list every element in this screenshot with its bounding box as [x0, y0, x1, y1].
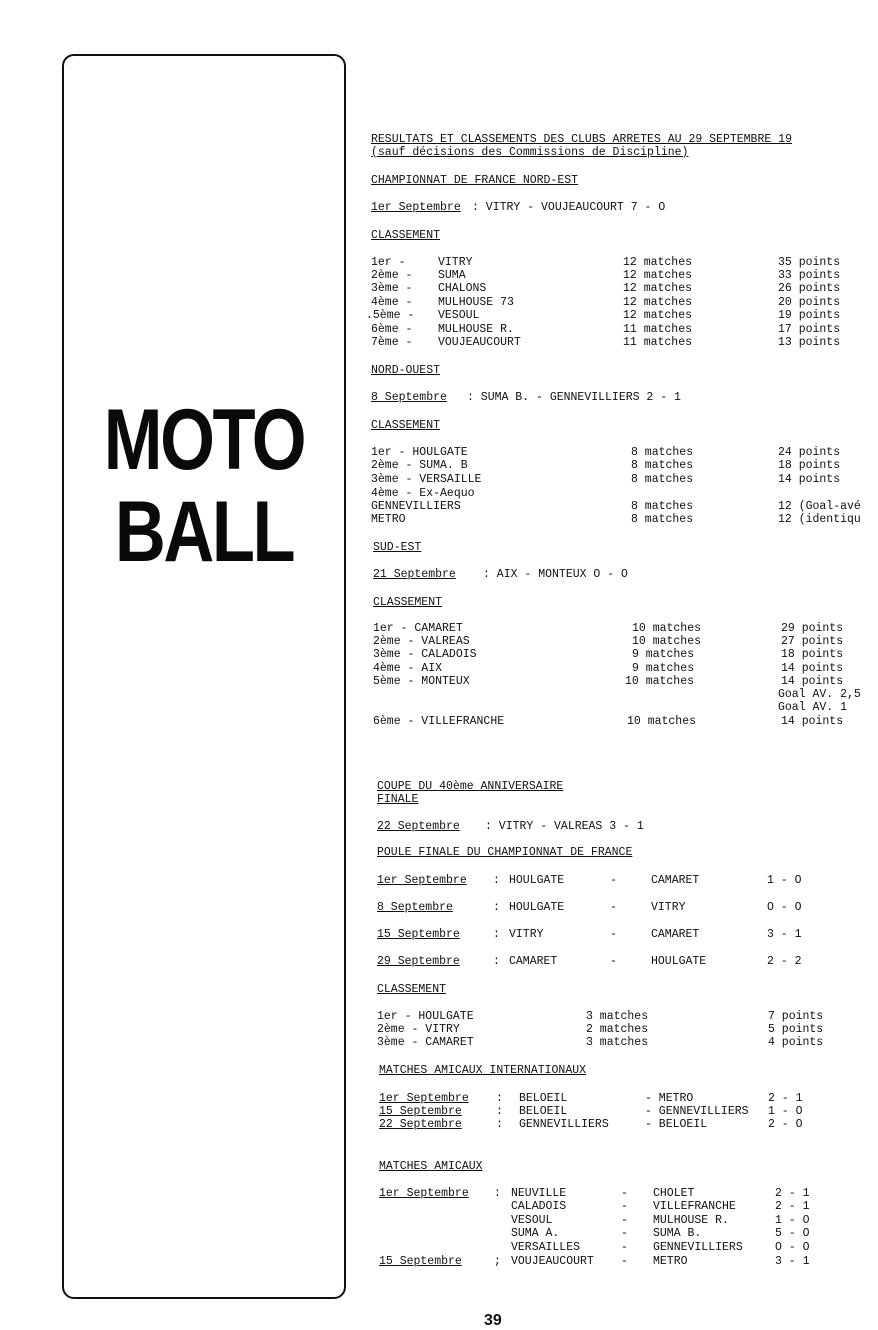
- home-team: NEUVILLE: [511, 1187, 567, 1200]
- rank: 2ème -: [371, 269, 413, 282]
- points: 7 points: [768, 1010, 824, 1023]
- score: 1 - O: [775, 1214, 810, 1227]
- team: VESOUL: [438, 309, 480, 322]
- away-team: CAMARET: [651, 928, 700, 941]
- home-team: CALADOIS: [511, 1200, 567, 1213]
- score: 2 - O: [768, 1118, 803, 1131]
- team: VITRY: [438, 256, 473, 269]
- matches: 10 matches: [632, 635, 702, 648]
- rank-team: 5ème - MONTEUX: [373, 675, 470, 688]
- matches: 12 matches: [623, 282, 693, 295]
- team: CHALONS: [438, 282, 487, 295]
- home-team: VITRY: [509, 928, 544, 941]
- away-team: GENNEVILLIERS: [653, 1241, 743, 1254]
- matches: 12 matches: [623, 296, 693, 309]
- rank-team: 1er - HOULGATE: [377, 1010, 474, 1023]
- matches: 9 matches: [632, 648, 695, 661]
- home-team: GENNEVILLIERS: [519, 1118, 609, 1131]
- matches: 11 matches: [623, 323, 693, 336]
- goal-average-note: Goal AV. 1: [778, 701, 848, 714]
- home-team: CAMARET: [509, 955, 558, 968]
- home-team: VERSAILLES: [511, 1241, 581, 1254]
- away-team: VILLEFRANCHE: [653, 1200, 736, 1213]
- poule-title: POULE FINALE DU CHAMPIONNAT DE FRANCE: [377, 846, 633, 859]
- coupe-title: COUPE DU 40ème ANNIVERSAIRE: [377, 780, 564, 793]
- points: 14 points: [781, 675, 844, 688]
- score: 3 - 1: [775, 1255, 810, 1268]
- matches: 8 matches: [631, 473, 694, 486]
- sidebar-title-line2: BALL: [114, 484, 294, 580]
- home-team: VESOUL: [511, 1214, 553, 1227]
- dash: -: [621, 1255, 628, 1268]
- dash: -: [621, 1200, 628, 1213]
- score: O - O: [767, 901, 802, 914]
- rank-team: 2ème - SUMA. B: [371, 459, 468, 472]
- score: 5 - O: [775, 1227, 810, 1240]
- matches: 10 matches: [632, 622, 702, 635]
- date: 15 Septembre: [377, 928, 460, 941]
- away-team: METRO: [653, 1255, 688, 1268]
- home-team: BELOEIL: [519, 1105, 568, 1118]
- points: 12 (Goal-avé: [778, 500, 861, 513]
- home-team: VOUJEAUCOURT: [511, 1255, 594, 1268]
- away-team: SUMA B.: [653, 1227, 702, 1240]
- nord-est-classement-heading: CLASSEMENT: [371, 229, 441, 242]
- home-team: HOULGATE: [509, 874, 565, 887]
- dash: -: [621, 1214, 628, 1227]
- rank-team: 3ème - CALADOIS: [373, 648, 477, 661]
- matches: 12 matches: [623, 256, 693, 269]
- score: 2 - 1: [775, 1187, 810, 1200]
- away-team: VITRY: [651, 901, 686, 914]
- rank-team: 6ème - VILLEFRANCHE: [373, 715, 505, 728]
- sidebar-title-line1: MOTO: [103, 392, 305, 488]
- score: 1 - O: [768, 1105, 803, 1118]
- header-line2: (sauf décisions des Commissions de Discipline): [371, 146, 689, 159]
- points: 4 points: [768, 1036, 824, 1049]
- points: 19 points: [778, 309, 841, 322]
- home-team: BELOEIL: [519, 1092, 568, 1105]
- points: 12 (identiqu: [778, 513, 861, 526]
- dash: -: [621, 1187, 628, 1200]
- away-team: CAMARET: [651, 874, 700, 887]
- away-team: - METRO: [645, 1092, 694, 1105]
- separator: :: [493, 928, 500, 941]
- sud-est-date: 21 Septembre: [373, 568, 456, 581]
- rank-team: 1er - CAMARET: [373, 622, 463, 635]
- away-team: - BELOEIL: [645, 1118, 708, 1131]
- points: 27 points: [781, 635, 844, 648]
- points: 20 points: [778, 296, 841, 309]
- points: 18 points: [781, 648, 844, 661]
- date: 22 Septembre: [379, 1118, 462, 1131]
- separator: :: [494, 1187, 501, 1200]
- date: 1er Septembre: [379, 1092, 469, 1105]
- rank: 1er -: [371, 256, 406, 269]
- separator: :: [496, 1118, 503, 1131]
- nord-ouest-classement-heading: CLASSEMENT: [371, 419, 441, 432]
- rank-team: 3ème - CAMARET: [377, 1036, 474, 1049]
- sud-est-classement-heading: CLASSEMENT: [373, 596, 443, 609]
- team: VOUJEAUCOURT: [438, 336, 521, 349]
- rank-team: 3ème - VERSAILLE: [371, 473, 482, 486]
- matches: 12 matches: [623, 269, 693, 282]
- coupe-subtitle: FINALE: [377, 793, 419, 806]
- score: 1 - O: [767, 874, 802, 887]
- date: 8 Septembre: [377, 901, 453, 914]
- coupe-date: 22 Septembre: [377, 820, 460, 833]
- coupe-result: : VITRY - VALREAS 3 - 1: [485, 820, 644, 833]
- points: 33 points: [778, 269, 841, 282]
- rank: 3ème -: [371, 282, 413, 295]
- matches: 8 matches: [631, 513, 694, 526]
- matches: 3 matches: [586, 1036, 649, 1049]
- points: 29 points: [781, 622, 844, 635]
- rank: 6ème -: [371, 323, 413, 336]
- matches: 12 matches: [623, 309, 693, 322]
- points: 14 points: [781, 715, 844, 728]
- separator: :: [496, 1105, 503, 1118]
- home-team: HOULGATE: [509, 901, 565, 914]
- dash: -: [610, 874, 617, 887]
- internationaux-title: MATCHES AMICAUX INTERNATIONAUX: [379, 1064, 587, 1077]
- date: 15 Septembre: [379, 1105, 462, 1118]
- date: 1er Septembre: [377, 874, 467, 887]
- score: 2 - 2: [767, 955, 802, 968]
- matches: 8 matches: [631, 446, 694, 459]
- rank-team: METRO: [371, 513, 406, 526]
- separator: ;: [494, 1255, 501, 1268]
- team: MULHOUSE R.: [438, 323, 514, 336]
- separator: :: [493, 901, 500, 914]
- points: 17 points: [778, 323, 841, 336]
- points: 35 points: [778, 256, 841, 269]
- points: 26 points: [778, 282, 841, 295]
- away-team: MULHOUSE R.: [653, 1214, 729, 1227]
- away-team: - GENNEVILLIERS: [645, 1105, 749, 1118]
- points: 14 points: [778, 473, 841, 486]
- dash: -: [610, 901, 617, 914]
- away-team: CHOLET: [653, 1187, 695, 1200]
- separator: :: [496, 1092, 503, 1105]
- points: 5 points: [768, 1023, 824, 1036]
- rank: 7ème -: [371, 336, 413, 349]
- matches: 8 matches: [631, 459, 694, 472]
- amicaux-title: MATCHES AMICAUX: [379, 1160, 483, 1173]
- dash: -: [621, 1227, 628, 1240]
- points: 14 points: [781, 662, 844, 675]
- sud-est-title: SUD-EST: [373, 541, 422, 554]
- page-number: 39: [484, 1312, 502, 1329]
- date: 1er Septembre: [379, 1187, 469, 1200]
- poule-classement-heading: CLASSEMENT: [377, 983, 447, 996]
- dash: -: [610, 928, 617, 941]
- points: 18 points: [778, 459, 841, 472]
- matches: 8 matches: [631, 500, 694, 513]
- score: 2 - 1: [775, 1200, 810, 1213]
- matches: 10 matches: [625, 675, 695, 688]
- dash: -: [621, 1241, 628, 1254]
- matches: 2 matches: [586, 1023, 649, 1036]
- dash: -: [610, 955, 617, 968]
- away-team: HOULGATE: [651, 955, 707, 968]
- points: 24 points: [778, 446, 841, 459]
- rank: .5ème -: [366, 309, 415, 322]
- nord-est-title: CHAMPIONNAT DE FRANCE NORD-EST: [371, 174, 579, 187]
- date: 29 Septembre: [377, 955, 460, 968]
- rank: 4ème -: [371, 296, 413, 309]
- rank-team: 4ème - Ex-Aequo: [371, 487, 475, 500]
- separator: :: [493, 955, 500, 968]
- nord-est-date: 1er Septembre: [371, 201, 461, 214]
- team: MULHOUSE 73: [438, 296, 514, 309]
- rank-team: 1er - HOULGATE: [371, 446, 468, 459]
- score: 2 - 1: [768, 1092, 803, 1105]
- matches: 9 matches: [632, 662, 695, 675]
- nord-ouest-title: NORD-OUEST: [371, 364, 441, 377]
- date: 15 Septembre: [379, 1255, 462, 1268]
- nord-ouest-result: : SUMA B. - GENNEVILLIERS 2 - 1: [467, 391, 681, 404]
- matches: 3 matches: [586, 1010, 649, 1023]
- home-team: SUMA A.: [511, 1227, 560, 1240]
- separator: :: [493, 874, 500, 887]
- nord-est-result: : VITRY - VOUJEAUCOURT 7 - O: [472, 201, 666, 214]
- score: 3 - 1: [767, 928, 802, 941]
- nord-ouest-date: 8 Septembre: [371, 391, 447, 404]
- rank-team: 4ème - AIX: [373, 662, 443, 675]
- rank-team: GENNEVILLIERS: [371, 500, 461, 513]
- score: O - O: [775, 1241, 810, 1254]
- team: SUMA: [438, 269, 466, 282]
- points: 13 points: [778, 336, 841, 349]
- rank-team: 2ème - VITRY: [377, 1023, 460, 1036]
- sud-est-result: : AIX - MONTEUX O - O: [483, 568, 628, 581]
- rank-team: 2ème - VALREAS: [373, 635, 470, 648]
- matches: 10 matches: [627, 715, 697, 728]
- header-line1: RESULTATS ET CLASSEMENTS DES CLUBS ARRETES AU 29 SEPTEMBRE 19: [371, 133, 792, 146]
- matches: 11 matches: [623, 336, 693, 349]
- goal-average-note: Goal AV. 2,5: [778, 688, 861, 701]
